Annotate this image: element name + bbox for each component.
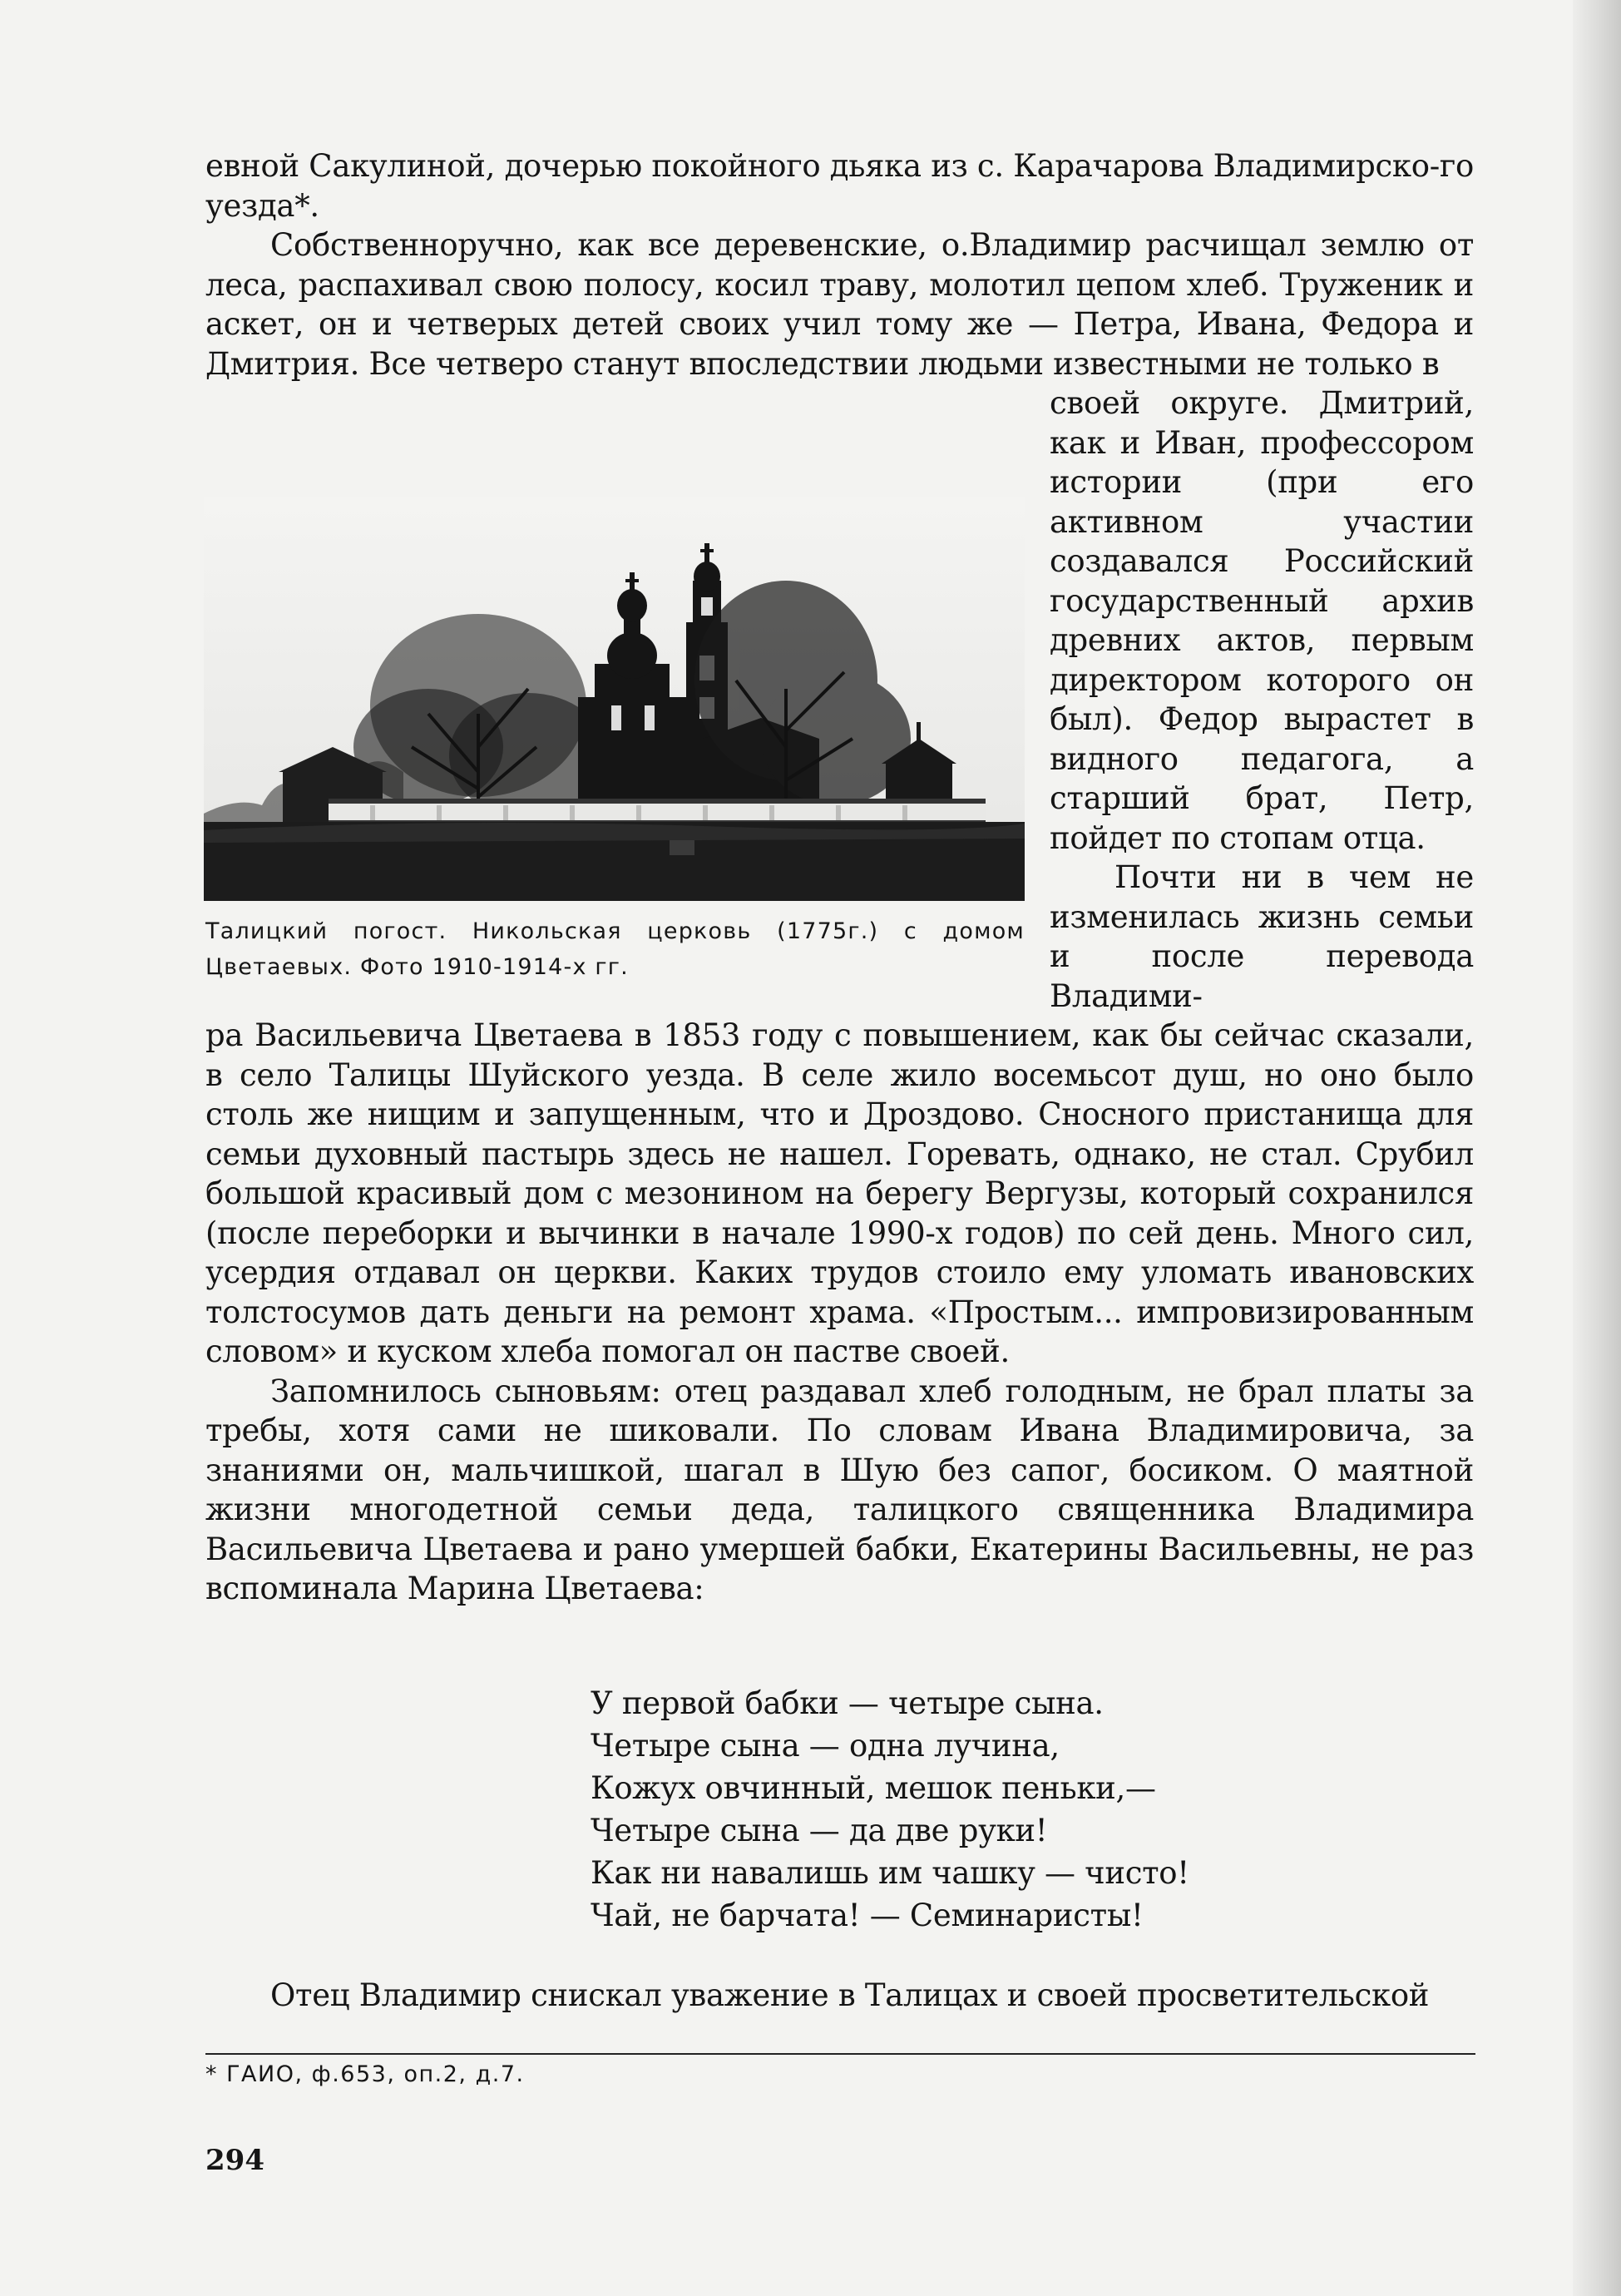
intro-text xyxy=(205,146,1474,383)
side-paragraph-transfer: Почти ни в чем не изменилась жизнь семьи и после перевода Владими- xyxy=(1050,859,1474,1014)
footnote-divider xyxy=(205,2053,1475,2055)
paragraph-opening: евной Сакулиной, дочерью покойного дьяка из с. Карачарова Владимирско-го уезда*. xyxy=(205,148,1474,224)
paragraph-self-work: Собственноручно, как все деревенские, о.Владимир расчищал землю от леса, распахивал свою полосу, косил траву, молотил цепом хлеб. Труженик и аскет, он и четверых детей своих учил тому же — Петра, Ивана, Федора и Дмитрия. Все четверо станут впоследствии людьми известными не только в xyxy=(205,227,1474,382)
footnote: * ГАИО, ф.653, оп.2, д.7. xyxy=(205,2061,525,2087)
poem-line: Четыре сына — одна лучина, xyxy=(591,1728,1060,1764)
figure-caption: Талицкий погост. Никольская церковь (1775г.) с домом Цветаевых. Фото 1910-1914-х гг. xyxy=(205,918,1025,980)
poem-line: Чай, не барчата! — Семинаристы! xyxy=(591,1898,1144,1933)
paragraph-talitsy: ра Васильевича Цветаева в 1853 году с повышением, как бы сейчас сказали, в село Талицы Шуйского уезда. В селе жило восемьсот душ, но оно было столь же нищим и запущенным, что и Дроздово. Сносного пристанища для семьи духовный пастырь здесь не нашел. Горевать, однако, не стал. Срубил большой красивый дом с мезонином на берегу Вергузы, который сохранился (после переборки и вычинки в начале 1990-х годов) по сей день. Много сил, усердия отдавал он церкви. Каких трудов стоило ему уломать ивановских толстосумов дать деньги на ремонт храма. «Простым... импровизированным словом» и куском хлеба помогал он пастве своей. xyxy=(205,1017,1474,1369)
page-number: 294 xyxy=(205,2144,264,2177)
page-edge-shadow xyxy=(1573,0,1621,2296)
side-paragraph-brothers: своей округе. Дмитрий, как и Иван, профессором истории (при его активном участии создавался Российский государственный архив древних актов, первым директором которого он был). Федор вырастет в видного педагога, а старший брат, Петр, пойдет по стопам отца. xyxy=(1050,385,1474,856)
poem-line: Четыре сына — да две руки! xyxy=(591,1813,1048,1848)
paragraph-sons-memory: Запомнилось сыновьям: отец раздавал хлеб голодным, не брал платы за требы, хотя сами не шиковали. По словам Ивана Владимировича, за знаниями он, мальчишкой, шагал в Шую без сапог, босиком. О маятной жизни многодетной семьи деда, талицкого священника Владимира Васильевича Цветаева и рано умершей бабки, Екатерины Васильевны, не раз вспоминала Марина Цветаева: xyxy=(205,1373,1474,1606)
body-text xyxy=(205,1016,1474,1609)
poem-block xyxy=(591,1682,1189,1937)
church-photo xyxy=(204,497,1025,901)
poem-line: Кожух овчинный, мешок пеньки,— xyxy=(591,1770,1156,1806)
poem-line: У первой бабки — четыре сына. xyxy=(591,1685,1104,1721)
poem-line: Как ни навалишь им чашку — чисто! xyxy=(591,1855,1189,1891)
closing-line: Отец Владимир снискал уважение в Талицах и своей просветительской xyxy=(270,1977,1430,2013)
side-column-text xyxy=(1050,383,1474,1016)
